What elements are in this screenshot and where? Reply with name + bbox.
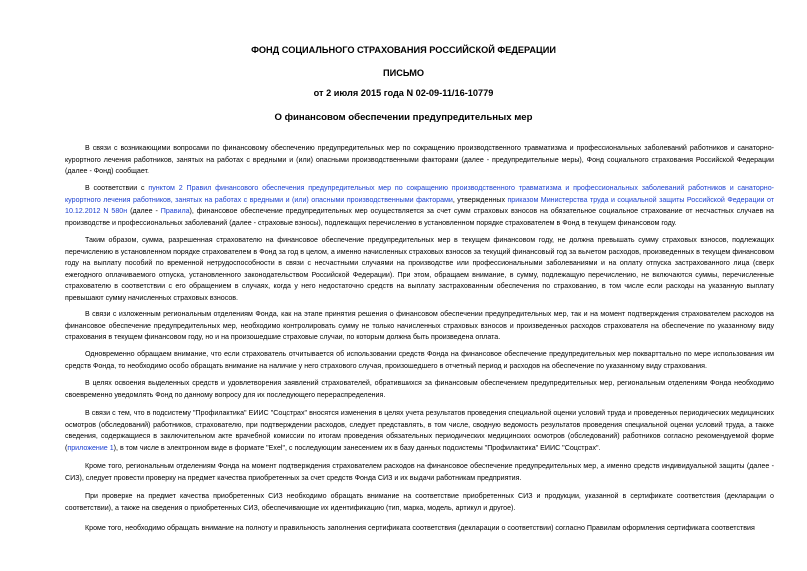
paragraph-9: При проверке на предмет качества приобретенных СИЗ необходимо обращать внимание на соответствие приобретенных СИЗ и продукции, указанной в сертификате соответствия (декларации о соответствии), а также на сведения о приобретенных СИЗ, обеспечивающие их идентификацию (тип, марка, модель, артикул и другое).	[65, 492, 774, 512]
paragraph-5: Одновременно обращаем внимание, что если страхователь отчитывается об использовании средств Фонда на финансовое обеспечение предупредительных мер покварттально по мере использования им средств Фонда, то необходимо особо обращать внимание на наличие у него страхового случая, произошедшего в отчетный период и расходов на обеспечение по указанному виду страхования.	[65, 350, 774, 370]
paragraph-7-text: В связи с тем, что в подсистему "Профилактика" ЕИИС "Соцстрах" вносятся изменения в целях учета результатов проведения специальной оценки условий труда и проведенных периодических медицинских осмотров (обследований) работников, страхователю, при подтверждении расходов, следует представлять, в том числе, сводную ведомость результатов проведения специальной оценки условий труда, а также сведения, содержащиеся в заключительном акте врачебной комиссии по итогам проведения обязательных периодических медицинских осмотров (обследований) работников согласно рекомендуемой форме (	[65, 409, 774, 452]
paragraph-3: Таким образом, сумма, разрешенная страхователю на финансовое обеспечение предупредительных мер в текущем финансовом году, не должна превышать сумму страховых взносов, подлежащих перечислению в установленном порядке страхователем в Фонд за год в целом, а именно начисленных страховых взносов за текущий финансовый год за вычетом расходов, произведенных в текущем финансовом году на выплату пособий по временной нетрудоспособности в связи с несчастными случаями на производстве или профессиональными заболеваниями и на оплату отпуска застрахованного лица (сверх ежегодного оплачиваемого отпуска, установленного законодательством Российской Федерации). При этом, обращаем внимание, в сумму, подлежащую перечислению, не включаются суммы, перечисленные страхователю в соответствии с его обращением в случаях, когда у него недостаточно средств на выплату застрахованным обеспечения по страхованию, в том числе если расходы на указанную выплату превышают сумму начисленных страховых взносов.	[65, 236, 774, 302]
paragraph-6: В целях освоения выделенных средств и удовлетворения заявлений страхователей, обратившихся за финансовым обеспечением предупредительных мер, региональным отделениям Фонда необходимо своевременно уведомлять Фонд по данному вопросу для их последующего перераспределения.	[65, 379, 774, 399]
paragraph-2-text: ), финансовое обеспечение предупредительных мер осуществляется за счет сумм страховых взносов на обязательное социальное страхование от несчастных случаев на производстве и профессиональных заболеваний (далее - страховые взносы), подлежащих перечислению в установленном порядке страхователем в Фонд в текущем финансовом году.	[65, 207, 774, 227]
document-title: О финансовом обеспечении предупредительных мер	[274, 112, 533, 123]
doc-type-heading: ПИСЬМО	[382, 68, 425, 78]
paragraph-8: Кроме того, региональным отделениям Фонда на момент подтверждения страхователем расходов на финансовое обеспечение предупредительных мер, а именно средств индивидуальной защиты (далее - СИЗ), следует провести проверку на предмет качества приобретенных за счет средств Фонда СИЗ и их выдачи работникам предприятия.	[65, 462, 774, 482]
appendix-1-link[interactable]: приложение 1	[67, 443, 114, 452]
paragraph-2-text: В соответствии с	[85, 184, 149, 192]
rules-point-2-link[interactable]: пунктом 2 Правил финансового обеспечения предупредительных мер по сокращению производственного травматизма и профессиональных заболеваний работников и санаторно-курортного лечения работников, занятых на работах с вредными и (или) опасными производственными факторами	[65, 184, 775, 204]
org-heading: ФОНД СОЦИАЛЬНОГО СТРАХОВАНИЯ РОССИЙСКОЙ ФЕДЕРАЦИИ	[251, 45, 556, 55]
paragraph-10: Кроме того, необходимо обращать внимание на полноту и правильность заполнения сертификата соответствия (декларации о соответствии) согласно Правилам оформления сертификата соответствия	[85, 524, 755, 532]
paragraph-2-text: (далее -	[127, 207, 161, 215]
rules-link[interactable]: Правила	[160, 207, 190, 215]
paragraph-7	[65, 408, 774, 454]
paragraph-4: В связи с изложенным региональным отделениям Фонда, как на этапе принятия решения о финансовом обеспечении предупредительных мер, так и на момент подтверждения страхователем расходов на финансовое обеспечение предупредительных мер, необходимо контролировать сумму не только начисленных страховых взносов и произведенных расходов страхователя на обеспечение по указанному виду страхования в текущем финансовом году, но и на произошедшие страховые случаи, по которым должна быть произведена оплата.	[65, 310, 774, 341]
ministry-order-link[interactable]: приказом Министерства труда и социальной защиты Российской Федерации от 10.12.2012 N 580н	[65, 195, 774, 215]
paragraph-7-text: ), в том числе в электронном виде в формате "Exel", с последующим занесением их в базу данных подсистемы "Профилактика" ЕИИС "Соцстрах".	[113, 443, 601, 452]
date-number-heading: от 2 июля 2015 года N 02-09-11/16-10779	[313, 88, 494, 98]
paragraph-2	[65, 183, 774, 229]
paragraph-2-text: , утвержденных	[452, 195, 508, 204]
paragraph-1: В связи с возникающими вопросами по финансовому обеспечению предупредительных мер по сокращению производственного травматизма и профессиональных заболеваний работников и санаторно-курортного лечения работников, занятых на работах с вредными и (или) опасными производственными факторами (далее - предупредительные меры), Фонд социального страхования Российской Федерации (далее - Фонд) сообщает.	[65, 144, 774, 175]
